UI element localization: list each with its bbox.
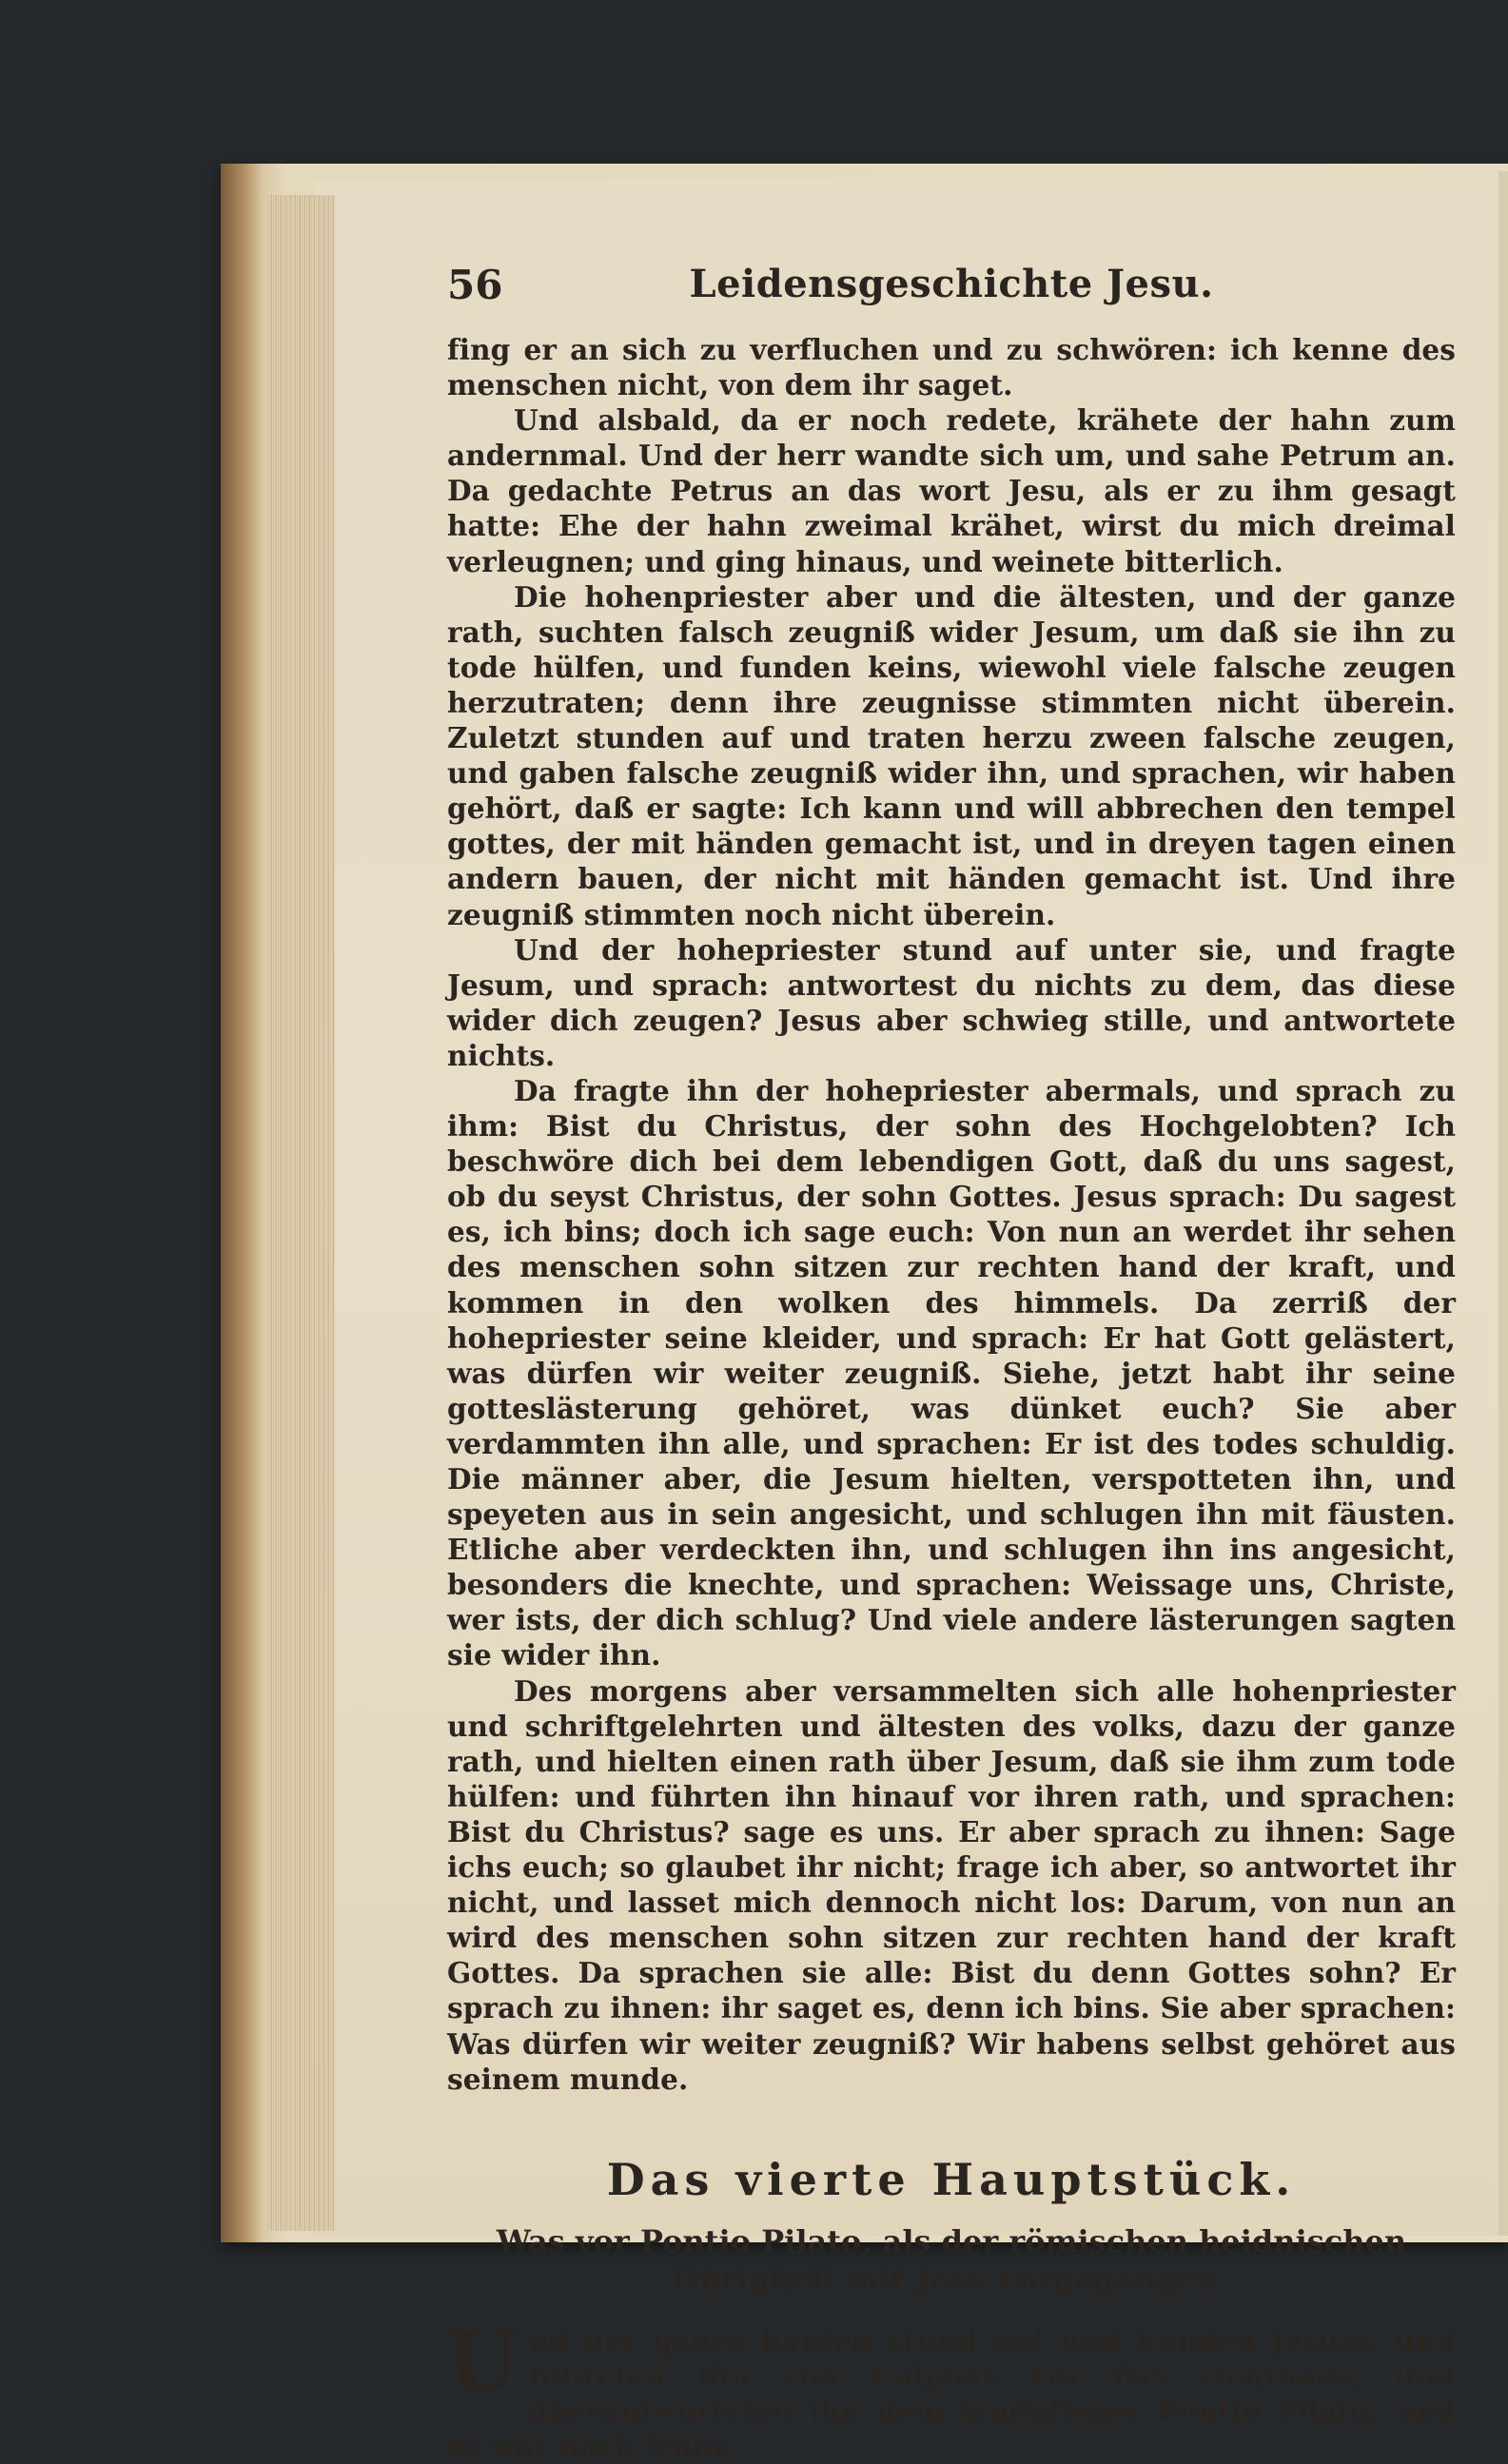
paragraph: Und alsbald, da er noch redete, krähete der hahn zum andernmal. Und der herr wandte sich um, und sahe Petrum an. Da gedachte Petrus an das wort Jesu, als er zu ihm gesagt hatte: Ehe der hahn zweimal krähet, wirst du mich dreimal verleugnen; und ging hinaus, und weinete bitterlich. bbox=[447, 403, 1456, 578]
text-column bbox=[447, 262, 1456, 2464]
paragraph: fing er an sich zu verfluchen und zu schwören: ich kenne des menschen nicht, von dem ihr saget. bbox=[447, 333, 1456, 402]
running-title: Leidensgeschichte Jesu. bbox=[689, 262, 1214, 306]
page-number: 56 bbox=[447, 262, 503, 308]
page-header bbox=[447, 262, 1456, 319]
chapter-first-paragraph-text: nd der ganze haufen stund auf und bunden Jesum, und führeten ihn von Caiphas vor das richthaus, und überantworteten ihn dem landpfleger Pontio Pilato; und es war noch frühe. bbox=[447, 2323, 1456, 2463]
chapter-first-paragraph bbox=[447, 2313, 1456, 2464]
paragraph: Und der hohepriester stund auf unter sie, und fragte Jesum, und sprach: antwortest du nichts zu dem, das diese wider dich zeugen? Jesus aber schwieg stille, und antwortete nichts. bbox=[447, 932, 1456, 1072]
paragraph: Die hohenpriester aber und die ältesten, und der ganze rath, suchten falsch zeugniß wider Jesum, um daß sie ihn zu tode hülfen, und funden keins, wiewohl viele falsche zeugen herzutraten; denn ihre zeugnisse stimmten nicht überein. Zuletzt stunden auf und traten herzu zween falsche zeugen, und gaben falsche zeugniß wider ihn, und sprachen, wir haben gehört, daß er sagte: Ich kann und will abbrechen den tempel gottes, der mit händen gemacht ist, und in dreyen tagen einen andern bauen, der nicht mit händen gemacht ist. Und ihre zeugniß stimmten noch nicht überein. bbox=[447, 579, 1456, 931]
chapter-heading: Das vierte Hauptstück. bbox=[606, 2153, 1297, 2205]
page-right-edge bbox=[1498, 171, 1508, 2236]
chapter-subtitle: Was vor Pontio Pilato, als der römischen heidnischen Obrigkeit mit Jesu vorgegangen. bbox=[496, 2222, 1407, 2298]
paragraph: Des morgens aber versammelten sich alle hohenpriester und schriftgelehrten und ältesten des volks, dazu der ganze rath, und hielten einen rath über Jesum, daß sie ihm zum tode hülfen: und führten ihn hinauf vor ihren rath, und sprachen: Bist du Christus? sage es uns. Er aber sprach zu ihnen: Sage ichs euch; so glaubet ihr nicht; frage ich aber, so antwortet ihr nicht, und lasset mich dennoch nicht los: Darum, von nun an wird des menschen sohn sitzen zur rechten hand der kraft Gottes. Da sprachen sie alle: Bist du denn Gottes sohn? Er sprach zu ihnen: ihr saget es, denn ich bins. Sie aber sprachen: Was dürfen wir weiter zeugniß? Wir habens selbst gehöret aus seinem munde. bbox=[447, 1673, 1456, 2096]
page-edges bbox=[268, 195, 335, 2231]
paragraph: Da fragte ihn der hohepriester abermals, und sprach zu ihm: Bist du Christus, der sohn des Hochgelobten? Ich beschwöre dich bei dem lebendigen Gott, daß du uns sagest, ob du seyst Christus, der sohn Gottes. Jesus sprach: Du sagest es, ich bins; doch ich sage euch: Von nun an werdet ihr sehen des menschen sohn sitzen zur rechten hand der kraft, und kommen in den wolken des himmels. Da zerriß der hohepriester seine kleider, und sprach: Er hat Gott gelästert, was dürfen wir weiter zeugniß. Siehe, jetzt habt ihr seine gotteslästerung gehöret, was dünket euch? Sie aber verdammten ihn alle, und sprachen: Er ist des todes schuldig. Die männer aber, die Jesum hielten, verspotteten ihn, und speyeten aus in sein angesicht, und schlugen ihn mit fäusten. Etliche aber verdeckten ihn, und schlugen ihn ins angesicht, besonders die knechte, und sprachen: Weissage uns, Christe, wer ists, der dich schlug? Und viele andere lästerungen sagten sie wider ihn. bbox=[447, 1073, 1456, 1672]
drop-cap: U bbox=[447, 2313, 519, 2410]
